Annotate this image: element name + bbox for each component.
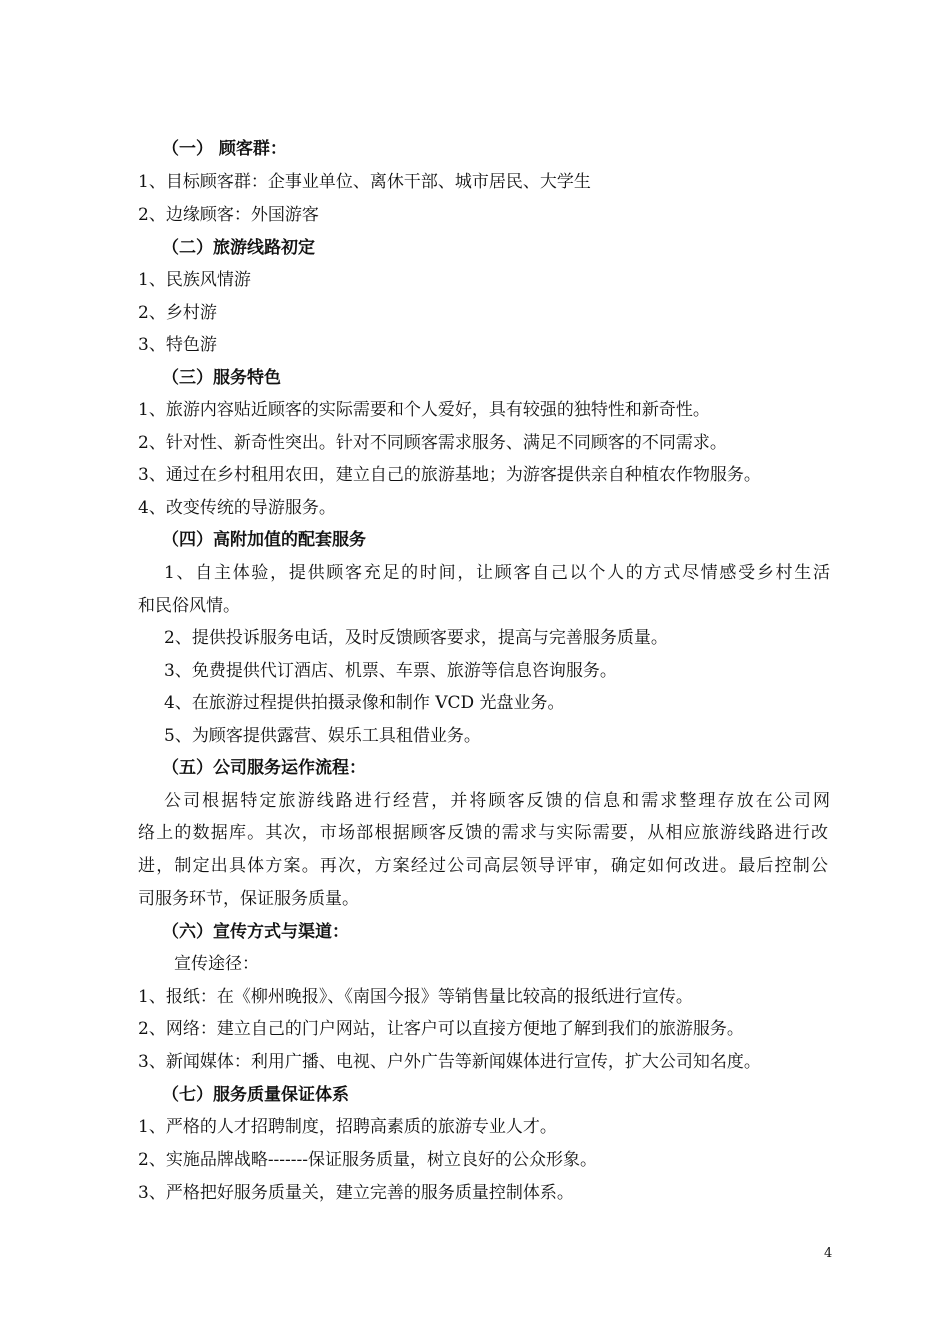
list-item: 3、通过在乡村租用农田，建立自己的旅游基地；为游客提供亲自种植农作物服务。 (138, 465, 761, 485)
list-item: 4、在旅游过程提供拍摄录像和制作 VCD 光盘业务。 (164, 693, 565, 713)
list-item: 2、边缘顾客：外国游客 (138, 205, 319, 225)
list-item: 2、提供投诉服务电话，及时反馈顾客要求，提高与完善服务质量。 (164, 628, 668, 648)
paragraph-line: 公司根据特定旅游线路进行经营，并将顾客反馈的信息和需求整理存放在公司网 (164, 791, 830, 811)
section-heading-customers: （一） 顾客群： (162, 139, 287, 159)
section-heading-workflow: （五）公司服务运作流程： (162, 758, 366, 778)
page-number: 4 (824, 1246, 833, 1261)
list-item: 2、针对性、新奇性突出。针对不同顾客需求服务、满足不同顾客的不同需求。 (138, 433, 727, 453)
list-item: 5、为顾客提供露营、娱乐工具租借业务。 (164, 726, 481, 746)
paragraph-line: 宣传途径： (174, 954, 259, 974)
list-item: 1、目标顾客群：企事业单位、离休干部、城市居民、大学生 (138, 172, 591, 192)
list-item: 3、严格把好服务质量关，建立完善的服务质量控制体系。 (138, 1183, 574, 1203)
section-heading-features: （三）服务特色 (162, 368, 281, 388)
list-item: 2、实施品牌战略-------保证服务质量，树立良好的公众形象。 (138, 1150, 598, 1170)
list-item: 1、严格的人才招聘制度，招聘高素质的旅游专业人才。 (138, 1117, 557, 1137)
list-item: 1、报纸：在《柳州晚报》、《南国今报》等销售量比较高的报纸进行宣传。 (138, 987, 693, 1007)
list-item: 2、乡村游 (138, 303, 217, 323)
paragraph-line: 1、自主体验，提供顾客充足的时间，让顾客自己以个人的方式尽情感受乡村生活 (164, 563, 830, 583)
list-item: 1、旅游内容贴近顾客的实际需要和个人爱好，具有较强的独特性和新奇性。 (138, 400, 710, 420)
section-heading-quality: （七）服务质量保证体系 (162, 1085, 349, 1105)
list-item: 3、新闻媒体：利用广播、电视、户外广告等新闻媒体进行宣传，扩大公司知名度。 (138, 1052, 761, 1072)
section-heading-routes: （二）旅游线路初定 (162, 238, 315, 258)
list-item: 1、民族风情游 (138, 270, 251, 290)
paragraph-line: 和民俗风情。 (138, 596, 240, 616)
paragraph-line: 络上的数据库。其次，市场部根据顾客反馈的需求与实际需要，从相应旅游线路进行改 (138, 823, 828, 843)
section-heading-promotion: （六）宣传方式与渠道： (162, 922, 349, 942)
paragraph-line: 司服务环节，保证服务质量。 (138, 889, 359, 909)
list-item: 4、改变传统的导游服务。 (138, 498, 336, 518)
section-heading-value-added: （四）高附加值的配套服务 (162, 530, 366, 550)
list-item: 3、免费提供代订酒店、机票、车票、旅游等信息咨询服务。 (164, 661, 617, 681)
paragraph-line: 进，制定出具体方案。再次，方案经过公司高层领导评审，确定如何改进。最后控制公 (138, 856, 828, 876)
list-item: 2、网络：建立自己的门户网站，让客户可以直接方便地了解到我们的旅游服务。 (138, 1019, 744, 1039)
list-item: 3、特色游 (138, 335, 217, 355)
